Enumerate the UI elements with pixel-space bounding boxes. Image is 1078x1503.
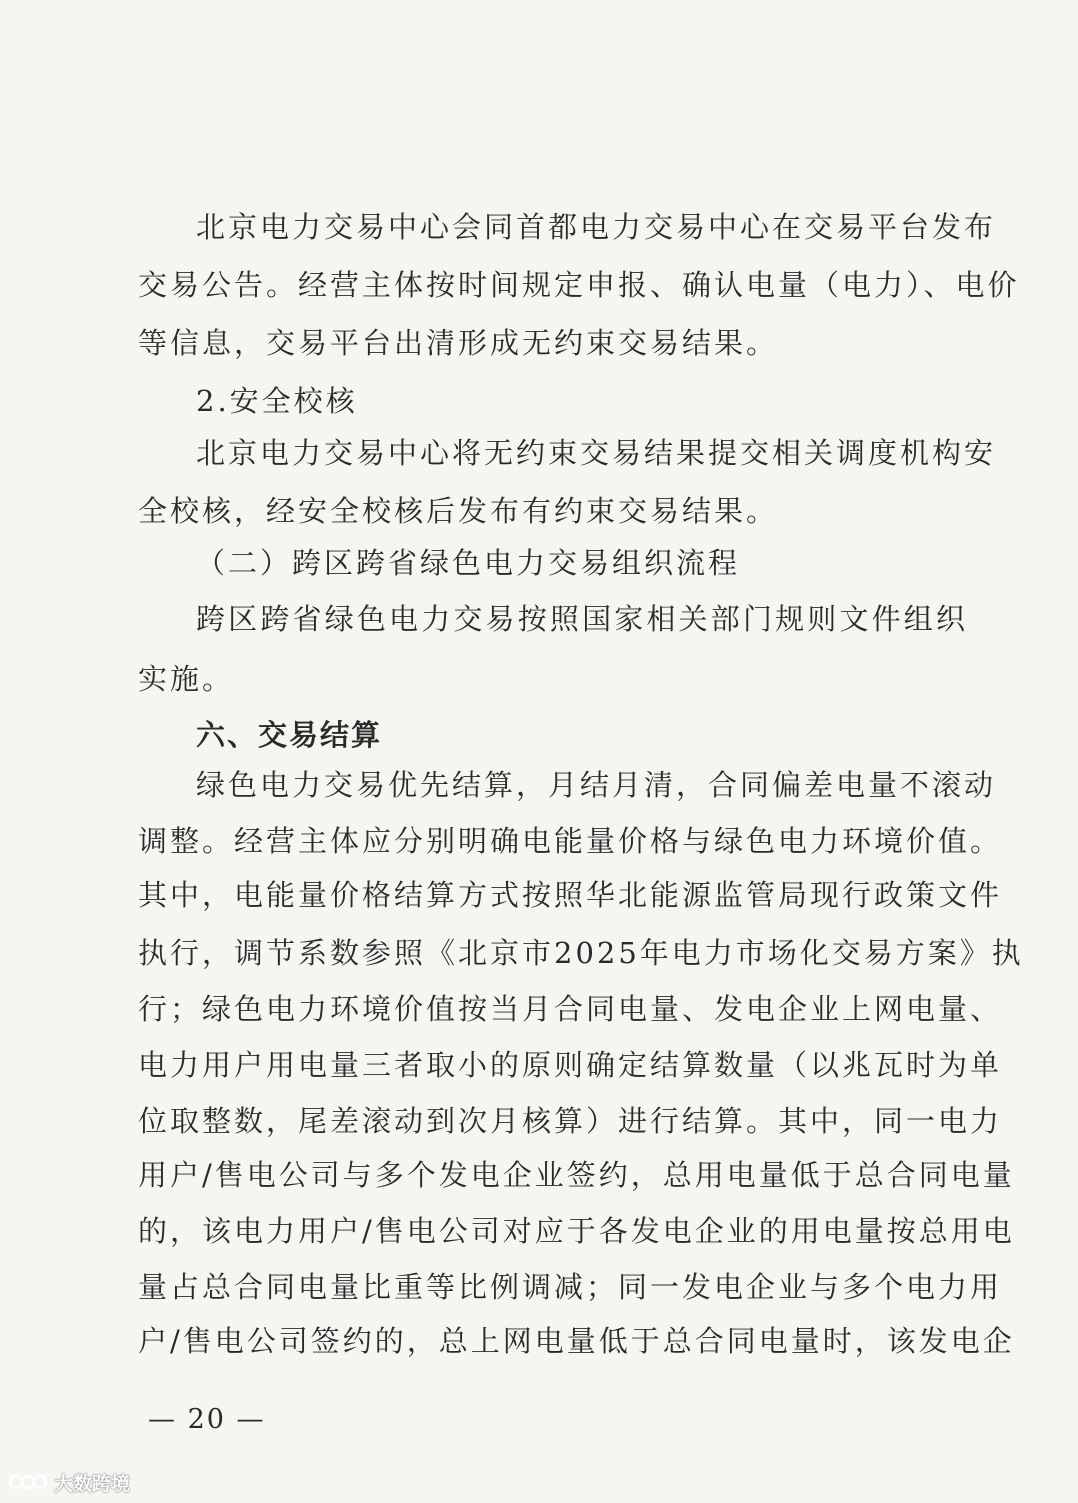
subsection-heading: （二）跨区跨省绿色电力交易组织流程 — [196, 546, 741, 580]
paragraph-line: 的，该电力用户/售电公司对应于各发电企业的用电量按总用电 — [138, 1214, 1015, 1248]
paragraph-line: 位取整数，尾差滚动到次月核算）进行结算。其中，同一电力 — [138, 1104, 1003, 1138]
subsection-heading: 2.安全校核 — [196, 384, 358, 418]
paragraph-line: 行；绿色电力环境价值按当月合同电量、发电企业上网电量、 — [138, 992, 1003, 1026]
paragraph-line: 交易公告。经营主体按时间规定申报、确认电量（电力）、电价 — [138, 268, 1020, 302]
watermark-text: 大数跨境 — [54, 1472, 131, 1495]
paragraph-line: 全校核，经安全校核后发布有约束交易结果。 — [138, 494, 779, 528]
paragraph-line: 调整。经营主体应分别明确电能量价格与绿色电力环境价值。 — [138, 824, 1003, 858]
paragraph-line: 跨区跨省绿色电力交易按照国家相关部门规则文件组织 — [196, 602, 968, 636]
paragraph-line: 其中，电能量价格结算方式按照华北能源监管局现行政策文件 — [138, 878, 1003, 912]
paragraph-line: 用户/售电公司与多个发电企业签约，总用电量低于总合同电量 — [138, 1158, 1015, 1192]
paragraph-line: 北京电力交易中心会同首都电力交易中心在交易平台发布 — [196, 210, 997, 244]
paragraph-line: 执行，调节系数参照《北京市2025年电力市场化交易方案》执 — [138, 936, 1024, 970]
watermark-logo-icon — [8, 1471, 48, 1493]
paragraph-line: 量占总合同电量比重等比例调减；同一发电企业与多个电力用 — [138, 1270, 1003, 1304]
section-heading: 六、交易结算 — [196, 718, 383, 752]
page-number: — 20 — — [148, 1404, 266, 1435]
watermark — [8, 1468, 130, 1496]
paragraph-line: 实施。 — [138, 662, 235, 696]
paragraph-line: 电力用户用电量三者取小的原则确定结算数量（以兆瓦时为单 — [138, 1048, 1003, 1082]
paragraph-line: 北京电力交易中心将无约束交易结果提交相关调度机构安 — [196, 436, 997, 470]
paragraph-line: 户/售电公司签约的，总上网电量低于总合同电量时，该发电企 — [138, 1324, 1015, 1358]
paragraph-line: 等信息，交易平台出清形成无约束交易结果。 — [138, 326, 779, 360]
paragraph-line: 绿色电力交易优先结算，月结月清，合同偏差电量不滚动 — [196, 768, 997, 802]
